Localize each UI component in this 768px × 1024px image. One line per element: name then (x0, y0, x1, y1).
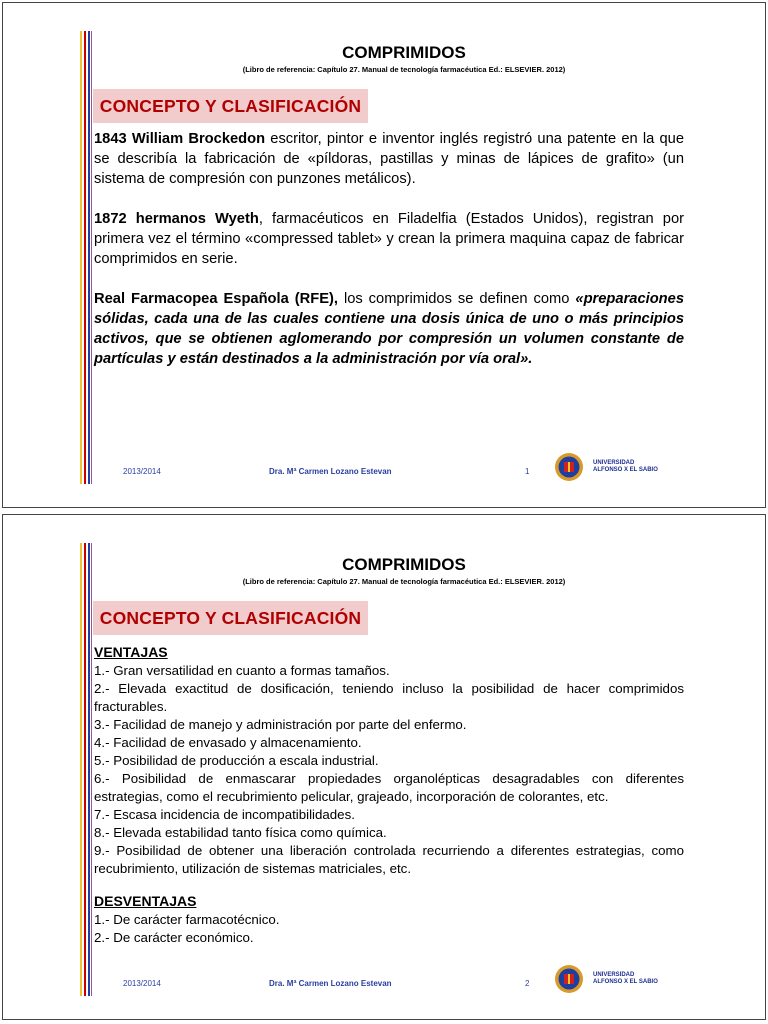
slide-1 (2, 2, 766, 508)
paragraph-wyeth (94, 209, 684, 269)
university-logo (553, 451, 663, 483)
list-item: 5.- Posibilidad de producción a escala industrial. (94, 753, 379, 768)
slide-title: COMPRIMIDOS (342, 555, 466, 574)
footer-year: 2013/2014 (123, 467, 161, 476)
list-item: 6.- Posibilidad de enmascarar propiedades organolépticas desagradables con diferentes estrategias, como el recubrimiento pelicular, grajeado, incorporación de colorantes, etc. (94, 771, 684, 804)
decor-stripe-purple (91, 31, 92, 484)
paragraph-text: los comprimidos se definen como (337, 291, 576, 307)
ventajas-heading: VENTAJAS (94, 644, 168, 660)
list-item: 4.- Facilidad de envasado y almacenamiento. (94, 735, 362, 750)
paragraph-lead: 1843 William Brockedon (94, 131, 266, 147)
decor-stripe-yellow (80, 31, 82, 484)
decor-stripe-purple (91, 543, 92, 996)
university-name-line1: UNIVERSIDAD (593, 972, 635, 978)
university-name-line1: UNIVERSIDAD (593, 460, 635, 466)
decor-stripe-blue (88, 543, 90, 996)
reference-note: (Libro de referencia: Capítulo 27. Manual de tecnología farmacéutica Ed.: ELSEVIER. 2012) (242, 65, 566, 74)
footer-author: Dra. Mª Carmen Lozano Estevan (269, 467, 392, 476)
footer-page-number: 2 (525, 979, 530, 988)
slide-title: COMPRIMIDOS (342, 43, 466, 62)
paragraph-lead: Real Farmacopea Española (RFE), (94, 291, 338, 307)
university-crest-icon (553, 963, 589, 995)
paragraph-text: escritor, pintor e inventor inglés registró una patente en la que se describía la fabricación de «píldoras, pastillas y minas de lápices de grafito» (un sistema de compresión con punzones metálicos). (94, 131, 684, 187)
definition-emphasis: «preparaciones sólidas, cada una de las cuales contiene una dosis única de uno o más principios activos, que se obtienen aglomerando por compresión un volumen constante de partículas y están destinados a la administración por vía oral». (94, 291, 684, 367)
list-item: 1.- Gran versatilidad en cuanto a formas tamaños. (94, 663, 390, 678)
university-name-line2: ALFONSO X EL SABIO (593, 979, 658, 985)
footer-year: 2013/2014 (123, 979, 161, 988)
list-item: 2.- De carácter económico. (94, 930, 254, 945)
body-text (94, 129, 684, 389)
footer-page-number: 1 (525, 467, 530, 476)
desventajas-heading: DESVENTAJAS (94, 893, 197, 909)
list-item: 7.- Escasa incidencia de incompatibilidades. (94, 807, 355, 822)
decor-stripe-red (84, 31, 86, 484)
list-item: 1.- De carácter farmacotécnico. (94, 912, 280, 927)
body-text (94, 643, 684, 947)
decor-stripe-red (84, 543, 86, 996)
list-item: 8.- Elevada estabilidad tanto física como química. (94, 825, 387, 840)
university-crest-icon (553, 451, 589, 483)
ventajas-list (94, 662, 684, 878)
footer-author: Dra. Mª Carmen Lozano Estevan (269, 979, 392, 988)
section-heading: CONCEPTO Y CLASIFICACIÓN (93, 601, 368, 635)
university-name (593, 460, 658, 474)
decor-stripe-yellow (80, 543, 82, 996)
paragraph-brockedon (94, 129, 684, 189)
university-logo (553, 963, 663, 995)
paragraph-rfe (94, 289, 684, 369)
list-item: 2.- Elevada exactitud de dosificación, teniendo incluso la posibilidad de hacer comprimidos fracturables. (94, 681, 684, 714)
desventajas-list (94, 911, 684, 947)
list-item: 3.- Facilidad de manejo y administración por parte del enfermo. (94, 717, 467, 732)
university-name-line2: ALFONSO X EL SABIO (593, 467, 658, 473)
slide-2 (2, 514, 766, 1020)
university-name (593, 972, 658, 986)
reference-note: (Libro de referencia: Capítulo 27. Manual de tecnología farmacéutica Ed.: ELSEVIER. 2012) (242, 577, 566, 586)
paragraph-text: , farmacéuticos en Filadelfia (Estados Unidos), registran por primera vez el término «compressed tablet» y crean la primera maquina capaz de fabricar comprimidos en serie. (94, 211, 685, 267)
list-item: 9.- Posibilidad de obtener una liberación controlada recurriendo a diferentes estrategias, como recubrimiento, utilización de sistemas matriciales, etc. (94, 843, 684, 876)
section-heading: CONCEPTO Y CLASIFICACIÓN (93, 89, 368, 123)
decor-stripe-blue (88, 31, 90, 484)
paragraph-lead: 1872 hermanos Wyeth (94, 211, 259, 227)
